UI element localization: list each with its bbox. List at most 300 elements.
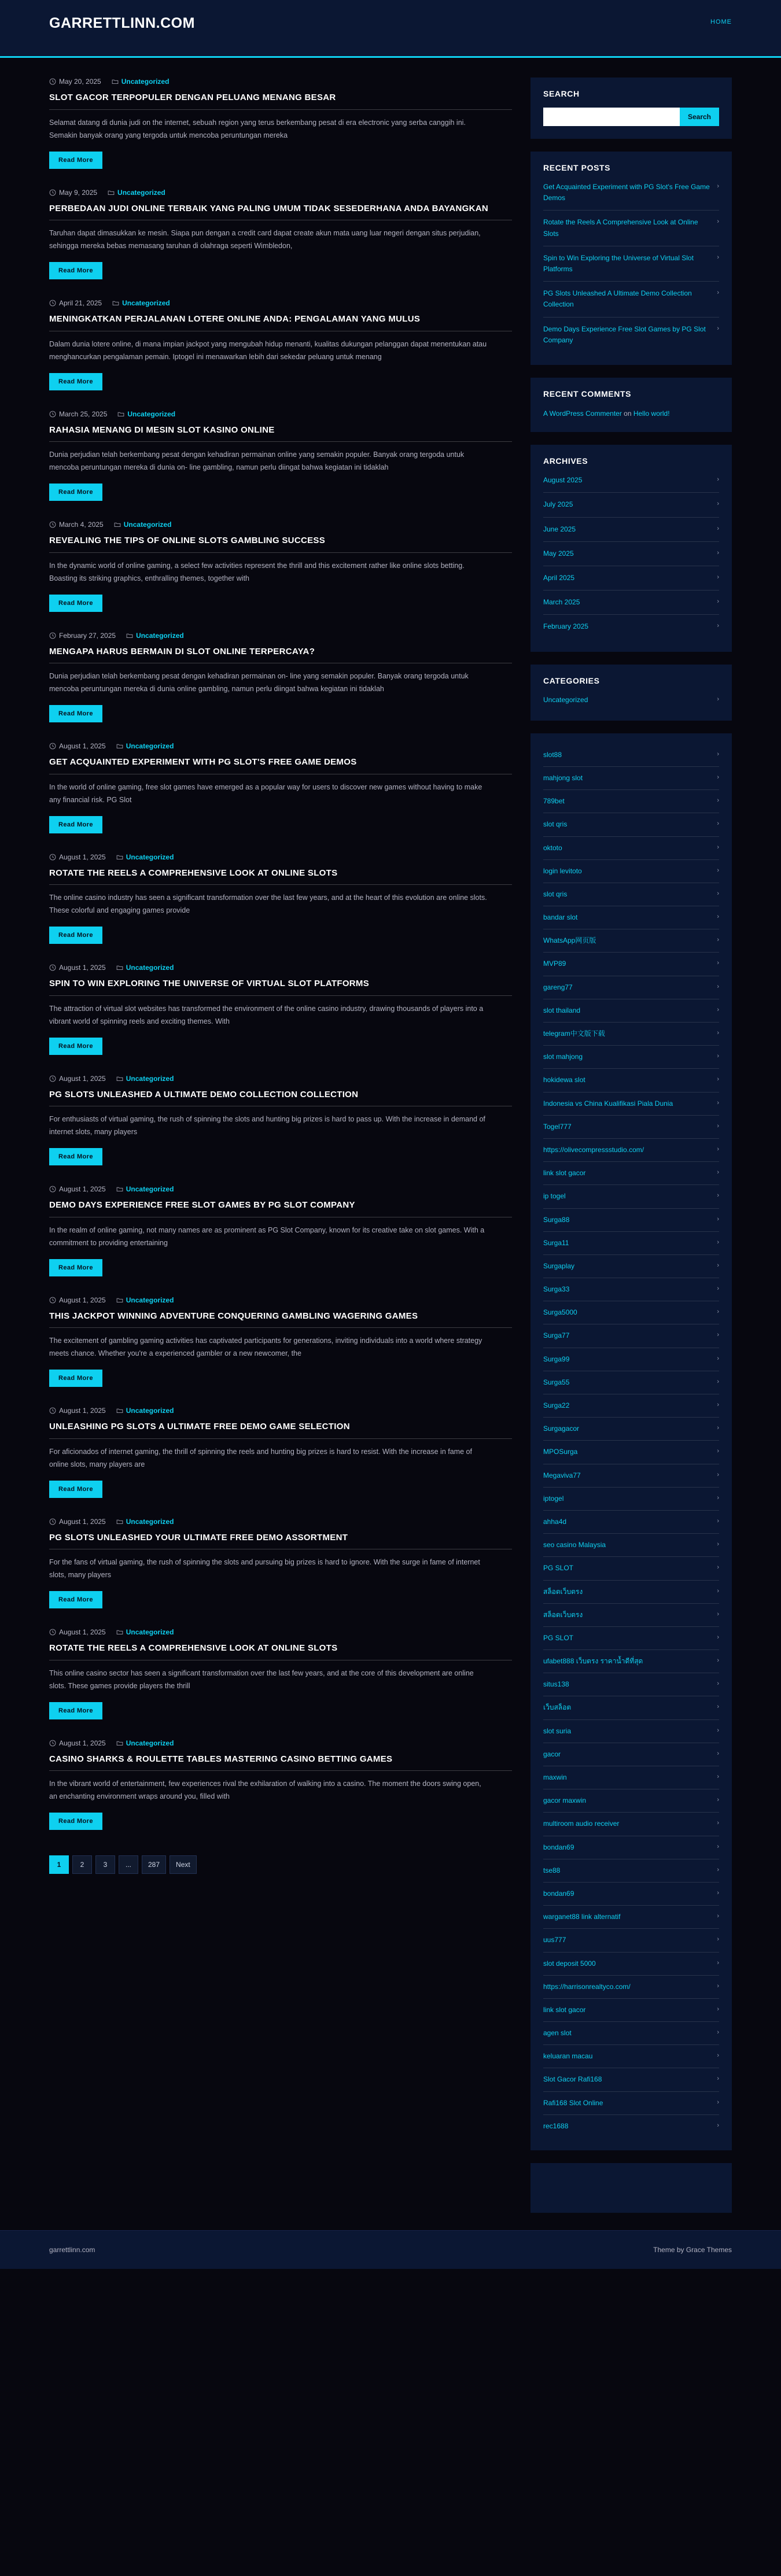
- archive-item[interactable]: [543, 591, 719, 615]
- post-category-link[interactable]: Uncategorized: [121, 77, 170, 86]
- link-item[interactable]: [543, 837, 719, 860]
- post-title-link[interactable]: DEMO DAYS EXPERIENCE FREE SLOT GAMES BY PG SLOT COMPANY: [49, 1200, 355, 1210]
- read-more-button[interactable]: Read More: [49, 1591, 102, 1608]
- link-item-link[interactable]: [543, 1749, 719, 1760]
- comment-post-link[interactable]: Hello world!: [633, 409, 670, 418]
- link-item[interactable]: [543, 1464, 719, 1488]
- link-item[interactable]: [543, 2068, 719, 2091]
- post-title[interactable]: [49, 1642, 512, 1660]
- link-item[interactable]: [543, 1023, 719, 1046]
- comment-author-link[interactable]: A WordPress Commenter: [543, 409, 622, 418]
- link-item[interactable]: [543, 860, 719, 883]
- post-date: [49, 1628, 106, 1636]
- read-more-button[interactable]: Read More: [49, 1481, 102, 1498]
- post-title[interactable]: [49, 1310, 512, 1328]
- link-item-link[interactable]: [543, 750, 719, 761]
- post-item: [49, 410, 512, 501]
- link-item[interactable]: [543, 1836, 719, 1859]
- link-item-label: PG SLOT: [543, 1633, 574, 1642]
- archive-item[interactable]: [543, 475, 719, 493]
- post-category[interactable]: [116, 1075, 174, 1083]
- link-item[interactable]: [543, 1162, 719, 1185]
- archive-item-link[interactable]: [543, 524, 719, 535]
- chevron-right-icon: ›: [717, 2121, 719, 2129]
- link-item-link[interactable]: [543, 843, 719, 854]
- pagination-page-1[interactable]: 1: [49, 1855, 69, 1874]
- link-item-link[interactable]: [543, 1191, 719, 1202]
- post-category[interactable]: [116, 1739, 174, 1747]
- link-item-label: ip togel: [543, 1192, 566, 1201]
- link-item[interactable]: [543, 1604, 719, 1627]
- post-excerpt: In the vibrant world of entertainment, few experiences rival the exhilaration of walking into a casino. The moment the doors swing open, an enchanting environment wraps around you, filled with: [49, 1780, 481, 1801]
- calendar-icon: [49, 964, 56, 971]
- link-item[interactable]: [543, 1696, 719, 1719]
- link-item[interactable]: [543, 1906, 719, 1929]
- widget-archives: [531, 445, 732, 651]
- post-excerpt: In the dynamic world of online gaming, a select few activities represent the thrill and this excitement rather like online slots betting. Boasting its striking graphics, enthralling themes, together with: [49, 561, 465, 582]
- nav-item-home[interactable]: HOME: [710, 19, 732, 25]
- post-title[interactable]: [49, 1420, 512, 1439]
- post-title[interactable]: [49, 534, 512, 553]
- recent-post-item[interactable]: [543, 282, 719, 317]
- link-item-link[interactable]: [543, 1470, 719, 1481]
- recent-post-item-link[interactable]: [543, 288, 719, 310]
- post-title[interactable]: [49, 1531, 512, 1550]
- archive-item-link[interactable]: [543, 548, 719, 559]
- post-title[interactable]: [49, 202, 512, 221]
- link-item[interactable]: [543, 1185, 719, 1208]
- link-item[interactable]: [543, 1394, 719, 1418]
- archive-item-label: March 2025: [543, 598, 580, 607]
- link-item-link[interactable]: [543, 1145, 719, 1156]
- link-item-link[interactable]: [543, 1330, 719, 1341]
- calendar-icon: [49, 1075, 56, 1082]
- link-item[interactable]: [543, 1324, 719, 1348]
- link-item-link[interactable]: [543, 796, 719, 807]
- post-category-link[interactable]: Uncategorized: [123, 521, 172, 529]
- link-item-label: MPOSurga: [543, 1448, 578, 1456]
- link-item-link[interactable]: [543, 1935, 719, 1946]
- post-category[interactable]: [108, 189, 165, 197]
- pagination-page-3[interactable]: 3: [95, 1855, 115, 1874]
- post-category-link[interactable]: Uncategorized: [122, 299, 170, 307]
- link-item[interactable]: [543, 999, 719, 1023]
- link-item-label: Surga55: [543, 1378, 570, 1386]
- link-item-link[interactable]: [543, 889, 719, 900]
- post-title-link[interactable]: RAHASIA MENANG DI MESIN SLOT KASINO ONLINE: [49, 425, 275, 435]
- link-item[interactable]: [543, 883, 719, 906]
- link-item[interactable]: [543, 1511, 719, 1534]
- link-item[interactable]: [543, 1999, 719, 2022]
- link-item-link[interactable]: [543, 1215, 719, 1226]
- read-more-button[interactable]: Read More: [49, 1813, 102, 1830]
- search-input[interactable]: [543, 108, 680, 126]
- recent-post-item-link[interactable]: [543, 182, 719, 204]
- chevron-right-icon: ›: [717, 1889, 719, 1896]
- link-item[interactable]: [543, 1976, 719, 1999]
- link-item[interactable]: [543, 744, 719, 767]
- link-item[interactable]: [543, 1883, 719, 1906]
- link-item[interactable]: [543, 1139, 719, 1162]
- archive-item-label: February 2025: [543, 622, 589, 631]
- link-item-label: PG SLOT: [543, 1564, 574, 1573]
- calendar-icon: [49, 1407, 56, 1414]
- recent-post-item[interactable]: [543, 318, 719, 352]
- link-item-label: bondan69: [543, 1843, 574, 1851]
- folder-icon: [114, 521, 121, 528]
- post-title[interactable]: [49, 91, 512, 110]
- link-item-link[interactable]: [543, 1679, 719, 1690]
- link-item[interactable]: [543, 929, 719, 953]
- link-item[interactable]: [543, 1743, 719, 1766]
- link-item[interactable]: [543, 1093, 719, 1116]
- post-title-link[interactable]: ROTATE THE REELS A COMPREHENSIVE LOOK AT ONLINE SLOTS: [49, 868, 338, 878]
- post-category[interactable]: [112, 299, 170, 307]
- link-item-link[interactable]: [543, 982, 719, 993]
- calendar-icon: [49, 189, 56, 196]
- link-item-link[interactable]: [543, 935, 719, 946]
- chevron-right-icon: ›: [717, 1145, 719, 1153]
- read-more-button[interactable]: Read More: [49, 1148, 102, 1165]
- link-item-link[interactable]: [543, 912, 719, 923]
- post-category-link[interactable]: Uncategorized: [126, 1739, 174, 1747]
- post-category-link[interactable]: Uncategorized: [127, 409, 176, 418]
- link-item-link[interactable]: [543, 1051, 719, 1062]
- read-more-button[interactable]: Read More: [49, 705, 102, 722]
- link-item[interactable]: [543, 1673, 719, 1696]
- read-more-button[interactable]: Read More: [49, 1259, 102, 1276]
- chevron-right-icon: ›: [717, 1773, 719, 1781]
- link-item[interactable]: [543, 1232, 719, 1255]
- link-item-link[interactable]: [543, 1888, 719, 1899]
- post-date-text: March 4, 2025: [59, 521, 104, 529]
- link-item[interactable]: [543, 1789, 719, 1813]
- category-item[interactable]: [543, 695, 719, 708]
- archive-item-link[interactable]: [543, 621, 719, 632]
- link-item[interactable]: [543, 1301, 719, 1324]
- link-item-link[interactable]: [543, 1818, 719, 1829]
- post-category[interactable]: [116, 964, 174, 972]
- post-category-link[interactable]: Uncategorized: [126, 1185, 174, 1193]
- post-category-link[interactable]: Uncategorized: [126, 1296, 174, 1304]
- post-category-link[interactable]: Uncategorized: [126, 1628, 174, 1636]
- link-item-label: slot thailand: [543, 1006, 581, 1014]
- post-category-link[interactable]: Uncategorized: [126, 1407, 174, 1415]
- archive-item[interactable]: [543, 615, 719, 639]
- link-item-link[interactable]: [543, 866, 719, 877]
- post-category-link[interactable]: Uncategorized: [126, 852, 174, 861]
- link-item[interactable]: [543, 1929, 719, 1952]
- read-more-button[interactable]: Read More: [49, 1702, 102, 1719]
- link-item-link[interactable]: [543, 1121, 719, 1132]
- footer-site-name[interactable]: garrettlinn.com: [49, 2246, 95, 2254]
- chevron-right-icon: ›: [717, 1285, 719, 1293]
- pagination-page-last[interactable]: 287: [142, 1855, 166, 1874]
- chevron-right-icon: ›: [717, 622, 719, 630]
- link-item-link[interactable]: [543, 1865, 719, 1876]
- recent-post-item-link[interactable]: [543, 217, 719, 239]
- pagination-next[interactable]: Next: [170, 1855, 197, 1874]
- link-item-link[interactable]: [543, 1238, 719, 1249]
- link-item-link[interactable]: [543, 2121, 719, 2132]
- link-item-link[interactable]: [543, 1610, 719, 1621]
- chevron-right-icon: ›: [717, 1820, 719, 1827]
- chevron-right-icon: ›: [717, 1099, 719, 1106]
- archive-item[interactable]: [543, 518, 719, 542]
- recent-post-item[interactable]: [543, 182, 719, 211]
- post-title[interactable]: [49, 977, 512, 996]
- pagination-ellipsis: ...: [119, 1855, 138, 1874]
- post-category-link[interactable]: Uncategorized: [126, 1517, 174, 1526]
- link-item[interactable]: [543, 790, 719, 813]
- archive-item[interactable]: [543, 542, 719, 566]
- read-more-button[interactable]: Read More: [49, 1038, 102, 1055]
- link-item-label: warganet88 link alternatif: [543, 1913, 621, 1921]
- link-item[interactable]: [543, 1953, 719, 1976]
- post-title[interactable]: [49, 313, 512, 331]
- link-item-link[interactable]: [543, 1726, 719, 1737]
- post-category[interactable]: [112, 77, 170, 86]
- folder-icon: [116, 854, 123, 861]
- chevron-right-icon: ›: [717, 1378, 719, 1385]
- read-more-button[interactable]: Read More: [49, 152, 102, 169]
- read-more-button[interactable]: Read More: [49, 1370, 102, 1387]
- chevron-right-icon: ›: [717, 1192, 719, 1200]
- post-title[interactable]: [49, 424, 512, 442]
- post-category[interactable]: [116, 1518, 174, 1526]
- link-item[interactable]: [543, 767, 719, 790]
- post-date-text: August 1, 2025: [59, 1739, 106, 1747]
- link-item-link[interactable]: [543, 1354, 719, 1365]
- post-title-link[interactable]: MENINGKATKAN PERJALANAN LOTERE ONLINE ANDA: PENGALAMAN YANG MULUS: [49, 314, 421, 324]
- link-item[interactable]: [543, 2092, 719, 2115]
- link-item[interactable]: [543, 1278, 719, 1301]
- link-item-label: slot qris: [543, 820, 568, 829]
- post-title-link[interactable]: PG SLOTS UNLEASHED A ULTIMATE DEMO COLLECTION COLLECTION: [49, 1089, 359, 1099]
- post-title-link[interactable]: THIS JACKPOT WINNING ADVENTURE CONQUERING GAMBLING WAGERING GAMES: [49, 1311, 418, 1321]
- archive-item-link[interactable]: [543, 573, 719, 584]
- read-more-button[interactable]: Read More: [49, 816, 102, 833]
- post-date-text: August 1, 2025: [59, 742, 106, 750]
- chevron-right-icon: ›: [717, 1610, 719, 1618]
- link-item[interactable]: [543, 1581, 719, 1604]
- link-item[interactable]: [543, 1720, 719, 1743]
- link-item-link[interactable]: [543, 1400, 719, 1411]
- post-title[interactable]: [49, 645, 512, 664]
- archive-item[interactable]: [543, 493, 719, 517]
- link-item-label: Surga88: [543, 1215, 570, 1224]
- post-category-link[interactable]: Uncategorized: [126, 742, 174, 750]
- link-item-link[interactable]: [543, 2074, 719, 2085]
- read-more-button[interactable]: Read More: [49, 484, 102, 501]
- chevron-right-icon: ›: [717, 2075, 719, 2083]
- post-category[interactable]: [116, 742, 174, 750]
- link-item-link[interactable]: [543, 1261, 719, 1272]
- post-title[interactable]: [49, 867, 512, 885]
- site-title[interactable]: GARRETTLINN.COM: [49, 15, 195, 31]
- post-category[interactable]: [116, 853, 174, 861]
- post-item: [49, 77, 512, 169]
- link-item-link[interactable]: [543, 1795, 719, 1806]
- post-title-link[interactable]: PERBEDAAN JUDI ONLINE TERBAIK YANG PALING UMUM TIDAK SESEDERHANA ANDA BAYANGKAN: [49, 203, 489, 213]
- link-item[interactable]: [543, 1557, 719, 1580]
- link-item[interactable]: [543, 1441, 719, 1464]
- post-category[interactable]: [114, 521, 172, 529]
- read-more-button[interactable]: Read More: [49, 595, 102, 612]
- link-item[interactable]: [543, 1371, 719, 1394]
- post-meta: [49, 632, 512, 640]
- post-title-link[interactable]: PG SLOTS UNLEASHED YOUR ULTIMATE FREE DEMO ASSORTMENT: [49, 1532, 348, 1542]
- post-title-link[interactable]: REVEALING THE TIPS OF ONLINE SLOTS GAMBLING SUCCESS: [49, 536, 325, 545]
- link-item[interactable]: [543, 1255, 719, 1278]
- post-title-link[interactable]: SLOT GACOR TERPOPULER DENGAN PELUANG MENANG BESAR: [49, 93, 336, 102]
- post-title[interactable]: [49, 1753, 512, 1772]
- archive-item-label: June 2025: [543, 525, 576, 533]
- link-item[interactable]: [543, 976, 719, 999]
- link-item[interactable]: [543, 1859, 719, 1883]
- read-more-button[interactable]: Read More: [49, 373, 102, 390]
- link-item[interactable]: [543, 1534, 719, 1557]
- link-item-label: slot88: [543, 750, 562, 759]
- post-category[interactable]: [117, 410, 175, 418]
- link-item-link[interactable]: [543, 1563, 719, 1574]
- link-item-link[interactable]: [543, 819, 719, 830]
- link-item[interactable]: [543, 1209, 719, 1232]
- link-item-label: gacor: [543, 1750, 561, 1758]
- pagination-page-2[interactable]: 2: [72, 1855, 92, 1874]
- link-item-link[interactable]: [543, 1656, 719, 1667]
- post-category[interactable]: [116, 1628, 174, 1636]
- post-title[interactable]: [49, 756, 512, 774]
- link-item-label: Megaviva77: [543, 1471, 581, 1479]
- post-title-link[interactable]: SPIN TO WIN EXPLORING THE UNIVERSE OF VIRTUAL SLOT PLATFORMS: [49, 979, 370, 988]
- link-item-link[interactable]: [543, 1307, 719, 1318]
- post-title-link[interactable]: MENGAPA HARUS BERMAIN DI SLOT ONLINE TERPERCAYA?: [49, 646, 315, 656]
- post-category-link[interactable]: Uncategorized: [126, 1074, 174, 1083]
- archive-item-link[interactable]: [543, 475, 719, 486]
- link-item-label: link slot gacor: [543, 2005, 586, 2014]
- link-item-link[interactable]: [543, 2005, 719, 2016]
- chevron-right-icon: ›: [717, 1053, 719, 1060]
- link-item-label: Togel777: [543, 1122, 572, 1131]
- recent-post-item-link[interactable]: [543, 253, 719, 275]
- link-item-link[interactable]: [543, 1075, 719, 1086]
- link-item-link[interactable]: [543, 1772, 719, 1783]
- category-item-link[interactable]: [543, 695, 719, 706]
- link-item[interactable]: [543, 813, 719, 836]
- post-category[interactable]: [116, 1296, 174, 1304]
- post-category-link[interactable]: Uncategorized: [136, 631, 184, 640]
- link-item[interactable]: [543, 1046, 719, 1069]
- link-item[interactable]: [543, 1418, 719, 1441]
- link-item-link[interactable]: [543, 1028, 719, 1039]
- link-item-link[interactable]: [543, 1005, 719, 1016]
- link-item-link[interactable]: [543, 773, 719, 784]
- link-item-link[interactable]: [543, 1702, 719, 1713]
- link-item[interactable]: [543, 1650, 719, 1673]
- chevron-right-icon: ›: [717, 1029, 719, 1037]
- link-item[interactable]: [543, 2022, 719, 2045]
- recent-post-item[interactable]: [543, 246, 719, 282]
- post-item: [49, 1075, 512, 1166]
- link-item-label: Surga99: [543, 1355, 570, 1363]
- chevron-right-icon: ›: [717, 1169, 719, 1176]
- post-meta: [49, 1628, 512, 1636]
- read-more-button[interactable]: Read More: [49, 927, 102, 944]
- post-category-link[interactable]: Uncategorized: [117, 188, 165, 197]
- post-title-link[interactable]: CASINO SHARKS & ROULETTE TABLES MASTERING CASINO BETTING GAMES: [49, 1754, 393, 1764]
- link-item-link[interactable]: [543, 1423, 719, 1434]
- link-item[interactable]: [543, 1116, 719, 1139]
- post-title[interactable]: [49, 1088, 512, 1107]
- post-title-link[interactable]: GET ACQUAINTED EXPERIMENT WITH PG SLOT'S FREE GAME DEMOS: [49, 757, 357, 767]
- link-item-link[interactable]: [543, 1540, 719, 1551]
- link-item-link[interactable]: [543, 1981, 719, 1992]
- link-item[interactable]: [543, 1766, 719, 1789]
- link-item-link[interactable]: [543, 1284, 719, 1295]
- post-category[interactable]: [126, 632, 184, 640]
- link-item-link[interactable]: [543, 1098, 719, 1109]
- link-item-link[interactable]: [543, 1446, 719, 1457]
- post-title-link[interactable]: ROTATE THE REELS A COMPREHENSIVE LOOK AT ONLINE SLOTS: [49, 1643, 338, 1653]
- link-item[interactable]: [543, 1488, 719, 1511]
- search-button[interactable]: Search: [680, 108, 719, 126]
- link-item[interactable]: [543, 1627, 719, 1650]
- link-item-link[interactable]: [543, 2098, 719, 2109]
- link-item-link[interactable]: [543, 958, 719, 969]
- link-item[interactable]: [543, 906, 719, 929]
- link-item-link[interactable]: [543, 1377, 719, 1388]
- link-item-link[interactable]: [543, 1842, 719, 1853]
- post-title-link[interactable]: UNLEASHING PG SLOTS A ULTIMATE FREE DEMO GAME SELECTION: [49, 1422, 350, 1431]
- link-item-link[interactable]: [543, 2028, 719, 2039]
- chevron-right-icon: ›: [717, 1796, 719, 1804]
- link-item[interactable]: [543, 1069, 719, 1092]
- post-title[interactable]: [49, 1199, 512, 1217]
- link-item-link[interactable]: [543, 1168, 719, 1179]
- read-more-button[interactable]: Read More: [49, 262, 102, 279]
- link-item-link[interactable]: [543, 2051, 719, 2062]
- link-item[interactable]: [543, 1813, 719, 1836]
- link-item[interactable]: [543, 2045, 719, 2068]
- link-item-label: Rafi168 Slot Online: [543, 2098, 603, 2107]
- archive-item-link[interactable]: [543, 499, 719, 510]
- link-item[interactable]: [543, 953, 719, 976]
- post-excerpt: Dalam dunia lotere online, di mana impian jackpot yang mengubah hidup menanti, kualitas dukungan pelanggan dapat menentukan atau menghancurkan pengalaman pemain. Iptogel ini menawarkan lebih dari sekedar peluang untuk menang: [49, 339, 487, 361]
- link-item-link[interactable]: [543, 1958, 719, 1969]
- post-category-link[interactable]: Uncategorized: [126, 964, 174, 972]
- link-item[interactable]: [543, 1348, 719, 1371]
- link-item-link[interactable]: [543, 1633, 719, 1644]
- link-item-link[interactable]: [543, 1516, 719, 1527]
- link-item[interactable]: [543, 2115, 719, 2138]
- post-date: [49, 1075, 106, 1083]
- chevron-right-icon: ›: [717, 598, 719, 606]
- recent-post-item[interactable]: [543, 211, 719, 246]
- post-category[interactable]: [116, 1407, 174, 1415]
- archive-item-link[interactable]: [543, 597, 719, 608]
- archive-item[interactable]: [543, 566, 719, 591]
- link-item-link[interactable]: [543, 1586, 719, 1597]
- post-category[interactable]: [116, 1185, 174, 1193]
- chevron-right-icon: ›: [717, 1261, 719, 1269]
- link-item-link[interactable]: [543, 1493, 719, 1504]
- link-item-label: maxwin: [543, 1773, 567, 1782]
- post-excerpt: Selamat datang di dunia judi on the internet, sebuah region yang terus berkembang pesat di era electronic yang serba canggih ini. Semakin banyak orang yang tergoda untuk mencoba peruntungan mereka: [49, 118, 466, 139]
- link-item-label: Surga11: [543, 1238, 569, 1247]
- recent-post-item-link[interactable]: [543, 324, 719, 346]
- link-item-link[interactable]: [543, 1911, 719, 1922]
